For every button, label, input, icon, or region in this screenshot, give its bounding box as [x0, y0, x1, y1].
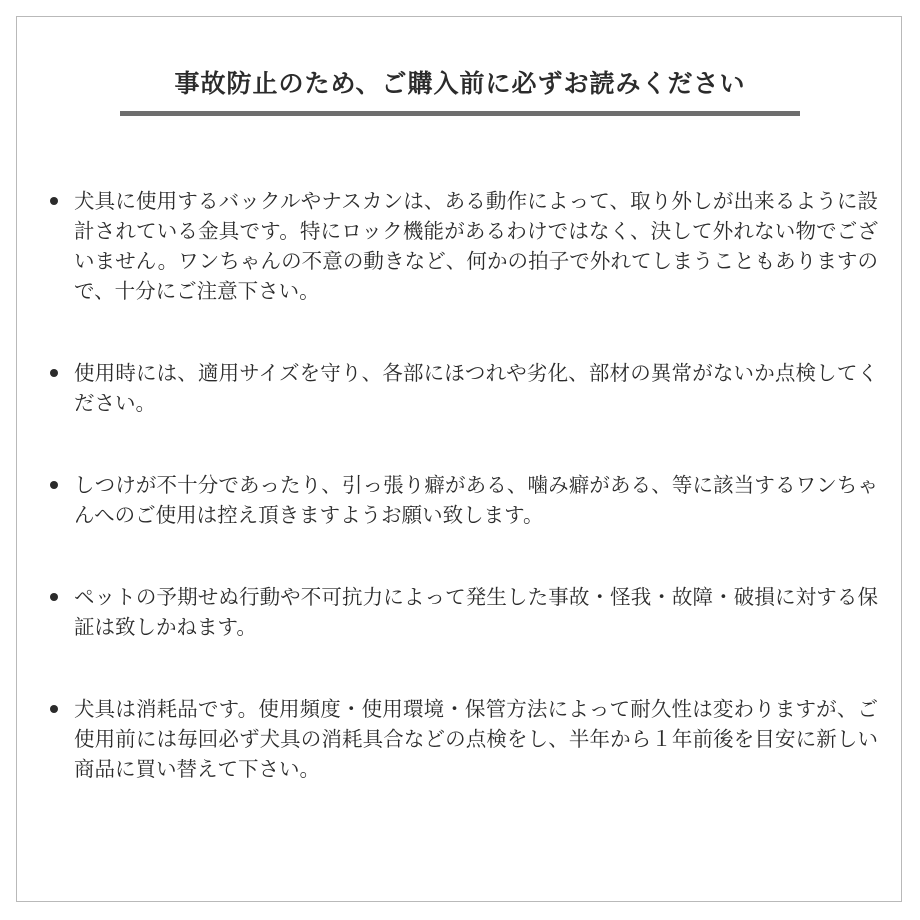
- bullet-icon: [50, 369, 58, 377]
- caution-text: ペットの予期せぬ行動や不可抗力によって発生した事故・怪我・故障・破損に対する保証は致しかねます。: [74, 585, 878, 639]
- bullet-icon: [50, 593, 58, 601]
- caution-text: 犬具は消耗品です。使用頻度・使用環境・保管方法によって耐久性は変わりますが、ご使用前には毎回必ず犬具の消耗具合などの点検をし、半年から１年前後を目安に新しい商品に買い替えて下さい。: [74, 697, 878, 781]
- page-title: 事故防止のため、ご購入前に必ずお読みください: [174, 69, 746, 98]
- caution-item: [48, 470, 878, 530]
- caution-item: [48, 186, 878, 306]
- bullet-icon: [50, 481, 58, 489]
- title-underline: [120, 111, 800, 116]
- caution-item: [48, 694, 878, 784]
- caution-item: [48, 582, 878, 642]
- bullet-icon: [50, 197, 58, 205]
- caution-text: 犬具に使用するバックルやナスカンは、ある動作によって、取り外しが出来るように設計されている金具です。特にロック機能があるわけではなく、決して外れない物でございません。ワンちゃんの不意の動きなど、何かの拍子で外れてしまうこともありますので、十分にご注意下さい。: [74, 189, 878, 303]
- bullet-icon: [50, 705, 58, 713]
- caution-item: [48, 358, 878, 418]
- caution-text: しつけが不十分であったり、引っ張り癖がある、噛み癖がある、等に該当するワンちゃんへのご使用は控え頂きますようお願い致します。: [74, 473, 878, 527]
- caution-list: [48, 186, 878, 836]
- caution-text: 使用時には、適用サイズを守り、各部にほつれや劣化、部材の異常がないか点検してください。: [74, 361, 878, 415]
